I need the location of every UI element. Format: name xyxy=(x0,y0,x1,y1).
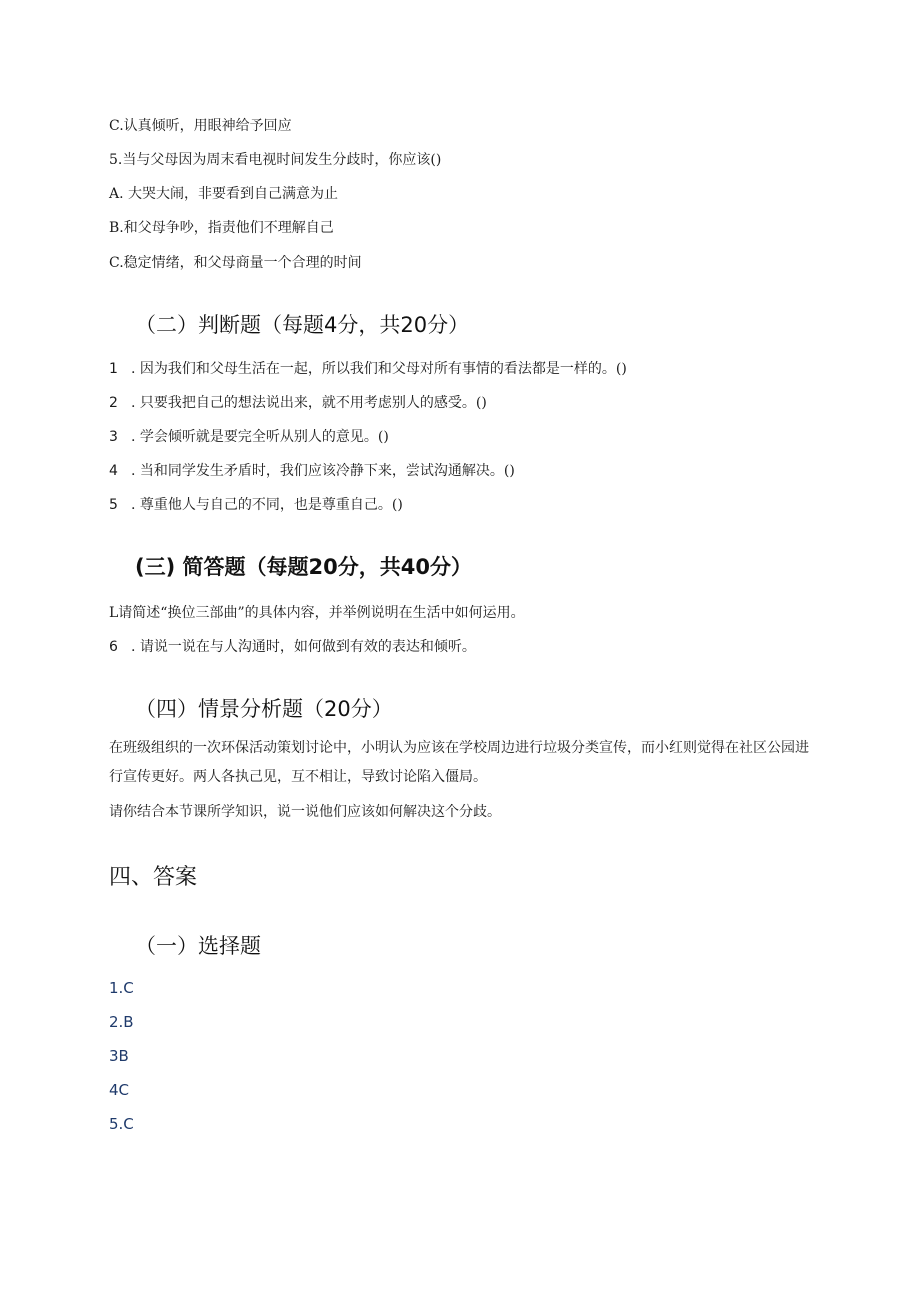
judge-item-text: . 尊重他人与自己的不同，也是尊重自己。() xyxy=(131,497,403,513)
judge-item-number: 3 xyxy=(109,429,118,445)
answers-choice-heading: （一）选择题 xyxy=(135,934,261,958)
judge-item-number: 5 xyxy=(109,497,118,513)
judge-item-1 xyxy=(109,359,627,379)
scenario-paragraph: 在班级组织的一次环保活动策划讨论中，小明认为应该在学校周边进行垃圾分类宣传，而小红则觉得在社区公园进行宣传更好。两人各执己见，互不相让，导致讨论陷入僵局。 xyxy=(109,740,809,785)
scenario-section-heading: （四）情景分析题（20分） xyxy=(135,697,393,721)
judge-item-5 xyxy=(109,495,403,515)
answer-item-3: 3B xyxy=(109,1047,129,1065)
judge-section-heading: （二）判断题（每题4分，共20分） xyxy=(135,313,470,337)
answer-item-4: 4C xyxy=(109,1081,130,1099)
question-4-option-c: C.认真倾听，用眼神给予回应 xyxy=(109,118,292,134)
scenario-question: 请你结合本节课所学知识，说一说他们应该如何解决这个分歧。 xyxy=(109,804,501,820)
judge-item-3 xyxy=(109,427,389,447)
answer-item-1: 1.C xyxy=(109,979,134,997)
judge-item-number: 2 xyxy=(109,395,118,411)
judge-item-4 xyxy=(109,461,515,481)
judge-item-2 xyxy=(109,393,487,413)
question-5-option-c: C.稳定情绪，和父母商量一个合理的时间 xyxy=(109,255,362,271)
judge-item-text: . 只要我把自己的想法说出来，就不用考虑别人的感受。() xyxy=(131,395,487,411)
judge-item-text: . 当和同学发生矛盾时，我们应该冷静下来，尝试沟通解决。() xyxy=(131,463,515,479)
judge-item-text: . 因为我们和父母生活在一起，所以我们和父母对所有事情的看法都是一样的。() xyxy=(131,361,627,377)
question-5-option-a: A. 大哭大闹，非要看到自己满意为止 xyxy=(109,186,339,202)
answers-section-title: 四、答案 xyxy=(109,865,198,890)
question-5-option-b: B.和父母争吵，指责他们不理解自己 xyxy=(109,220,334,236)
short-answer-number: 6 xyxy=(109,639,118,655)
judge-item-number: 1 xyxy=(109,361,118,377)
answer-item-2: 2.B xyxy=(109,1013,134,1031)
short-answer-question-1: L请简述“换位三部曲”的具体内容，并举例说明在生活中如何运用。 xyxy=(109,605,525,621)
judge-item-text: . 学会倾听就是要完全听从别人的意见。() xyxy=(131,429,389,445)
answer-item-5: 5.C xyxy=(109,1115,134,1133)
short-answer-text: . 请说一说在与人沟通时，如何做到有效的表达和倾听。 xyxy=(131,639,476,655)
judge-item-number: 4 xyxy=(109,463,118,479)
question-5: 5.当与父母因为周末看电视时间发生分歧时，你应该() xyxy=(109,152,442,168)
short-answer-section-heading: (三) 简答题（每题20分，共40分） xyxy=(135,555,472,579)
short-answer-question-2 xyxy=(109,637,476,657)
